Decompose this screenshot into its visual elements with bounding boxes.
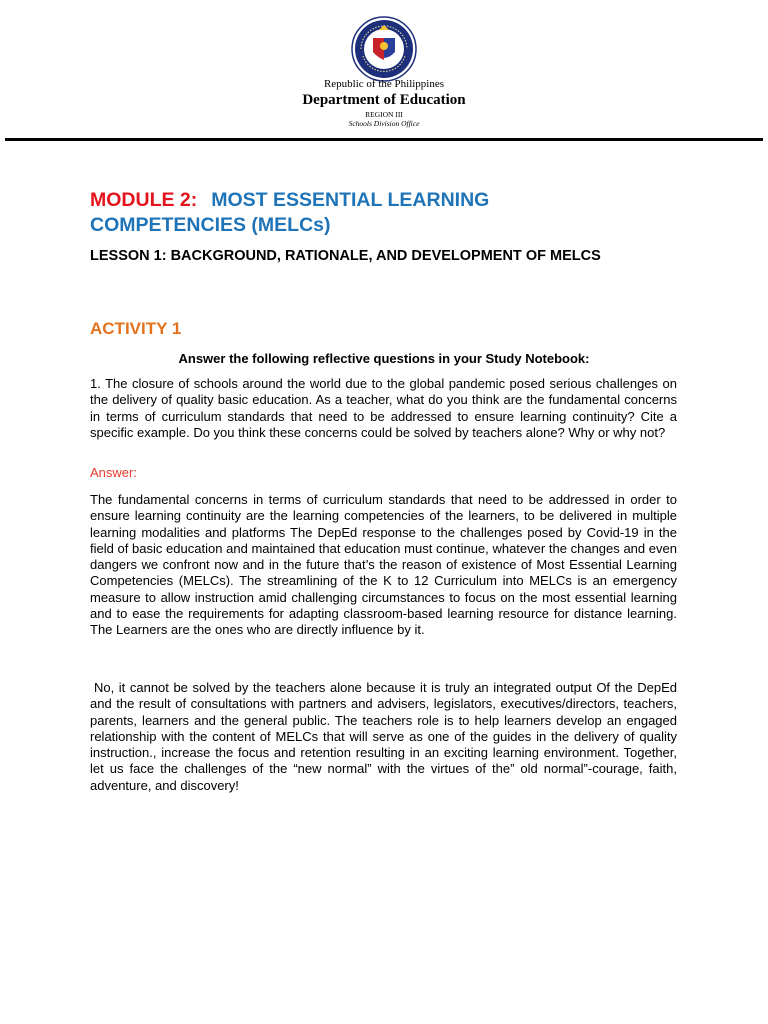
deped-seal-icon (351, 16, 417, 82)
module-title (90, 188, 677, 238)
department-title: Department of Education (302, 92, 466, 108)
module-title-line2: COMPETENCIES (MELCs) (90, 214, 331, 236)
republic-text: Republic of the Philippines (323, 78, 445, 90)
activity-title: ACTIVITY 1 (90, 319, 182, 338)
office-text: Schools Division Office (348, 119, 420, 128)
question-text: 1. The closure of schools around the world due to the global pandemic posed serious challenges on the delivery of quality basic education. As a teacher, what do you think are the fundamental concerns in terms of curriculum standards that need to be addressed to ensure learning continuity? Cite a specific example. Do you think these concerns could be solved by teachers alone? Why or why not? (90, 376, 677, 440)
answer-label: Answer: (90, 465, 137, 480)
module-title-line1: MOST ESSENTIAL LEARNING (211, 189, 490, 211)
activity-instruction: Answer the following reflective questions in your Study Notebook: (178, 351, 590, 366)
header-divider (5, 138, 763, 141)
region-text: REGION III (365, 110, 403, 119)
answer-paragraph-1: The fundamental concerns in terms of curriculum standards that need to be addressed in order to ensure learning continuity are the learning competencies of the learners, to be delivered in multiple learning modalities and platforms The DepEd response to the challenges posed by Covid-19 in the field of basic education and maintained that education must continue, whatever the changes and even dangers we confront now and in the future that’s the reason of existence of Most Essential Learning Competencies (MELCs). The streamlining of the K to 12 Curriculum into MELCs is an emergency measure to allow instruction amid challenging circumstances to focus on the most essential learning and to ease the requirements for adapting classroom-based learning resource for distance learning. The Learners are the ones who are directly influence by it. (90, 492, 677, 638)
lesson-title: LESSON 1: BACKGROUND, RATIONALE, AND DEVELOPMENT OF MELCS (90, 248, 601, 264)
answer-paragraph-2: No, it cannot be solved by the teachers alone because it is truly an integrated output Of the DepEd and the result of consultations with partners and advisers, legislators, executives/directors, teachers, parents, learners and the general public. The teachers role is to help learners develop an engaged relationship with the content of MELCs that will serve as one of the guides in the delivery of quality instruction., increase the focus and retention resulting in an exciting learning environment. Together, let us face the challenges of the “new normal” with the virtues of the” old normal”-courage, faith, adventure, and discovery! (90, 680, 677, 793)
module-number: MODULE 2: (90, 189, 198, 211)
